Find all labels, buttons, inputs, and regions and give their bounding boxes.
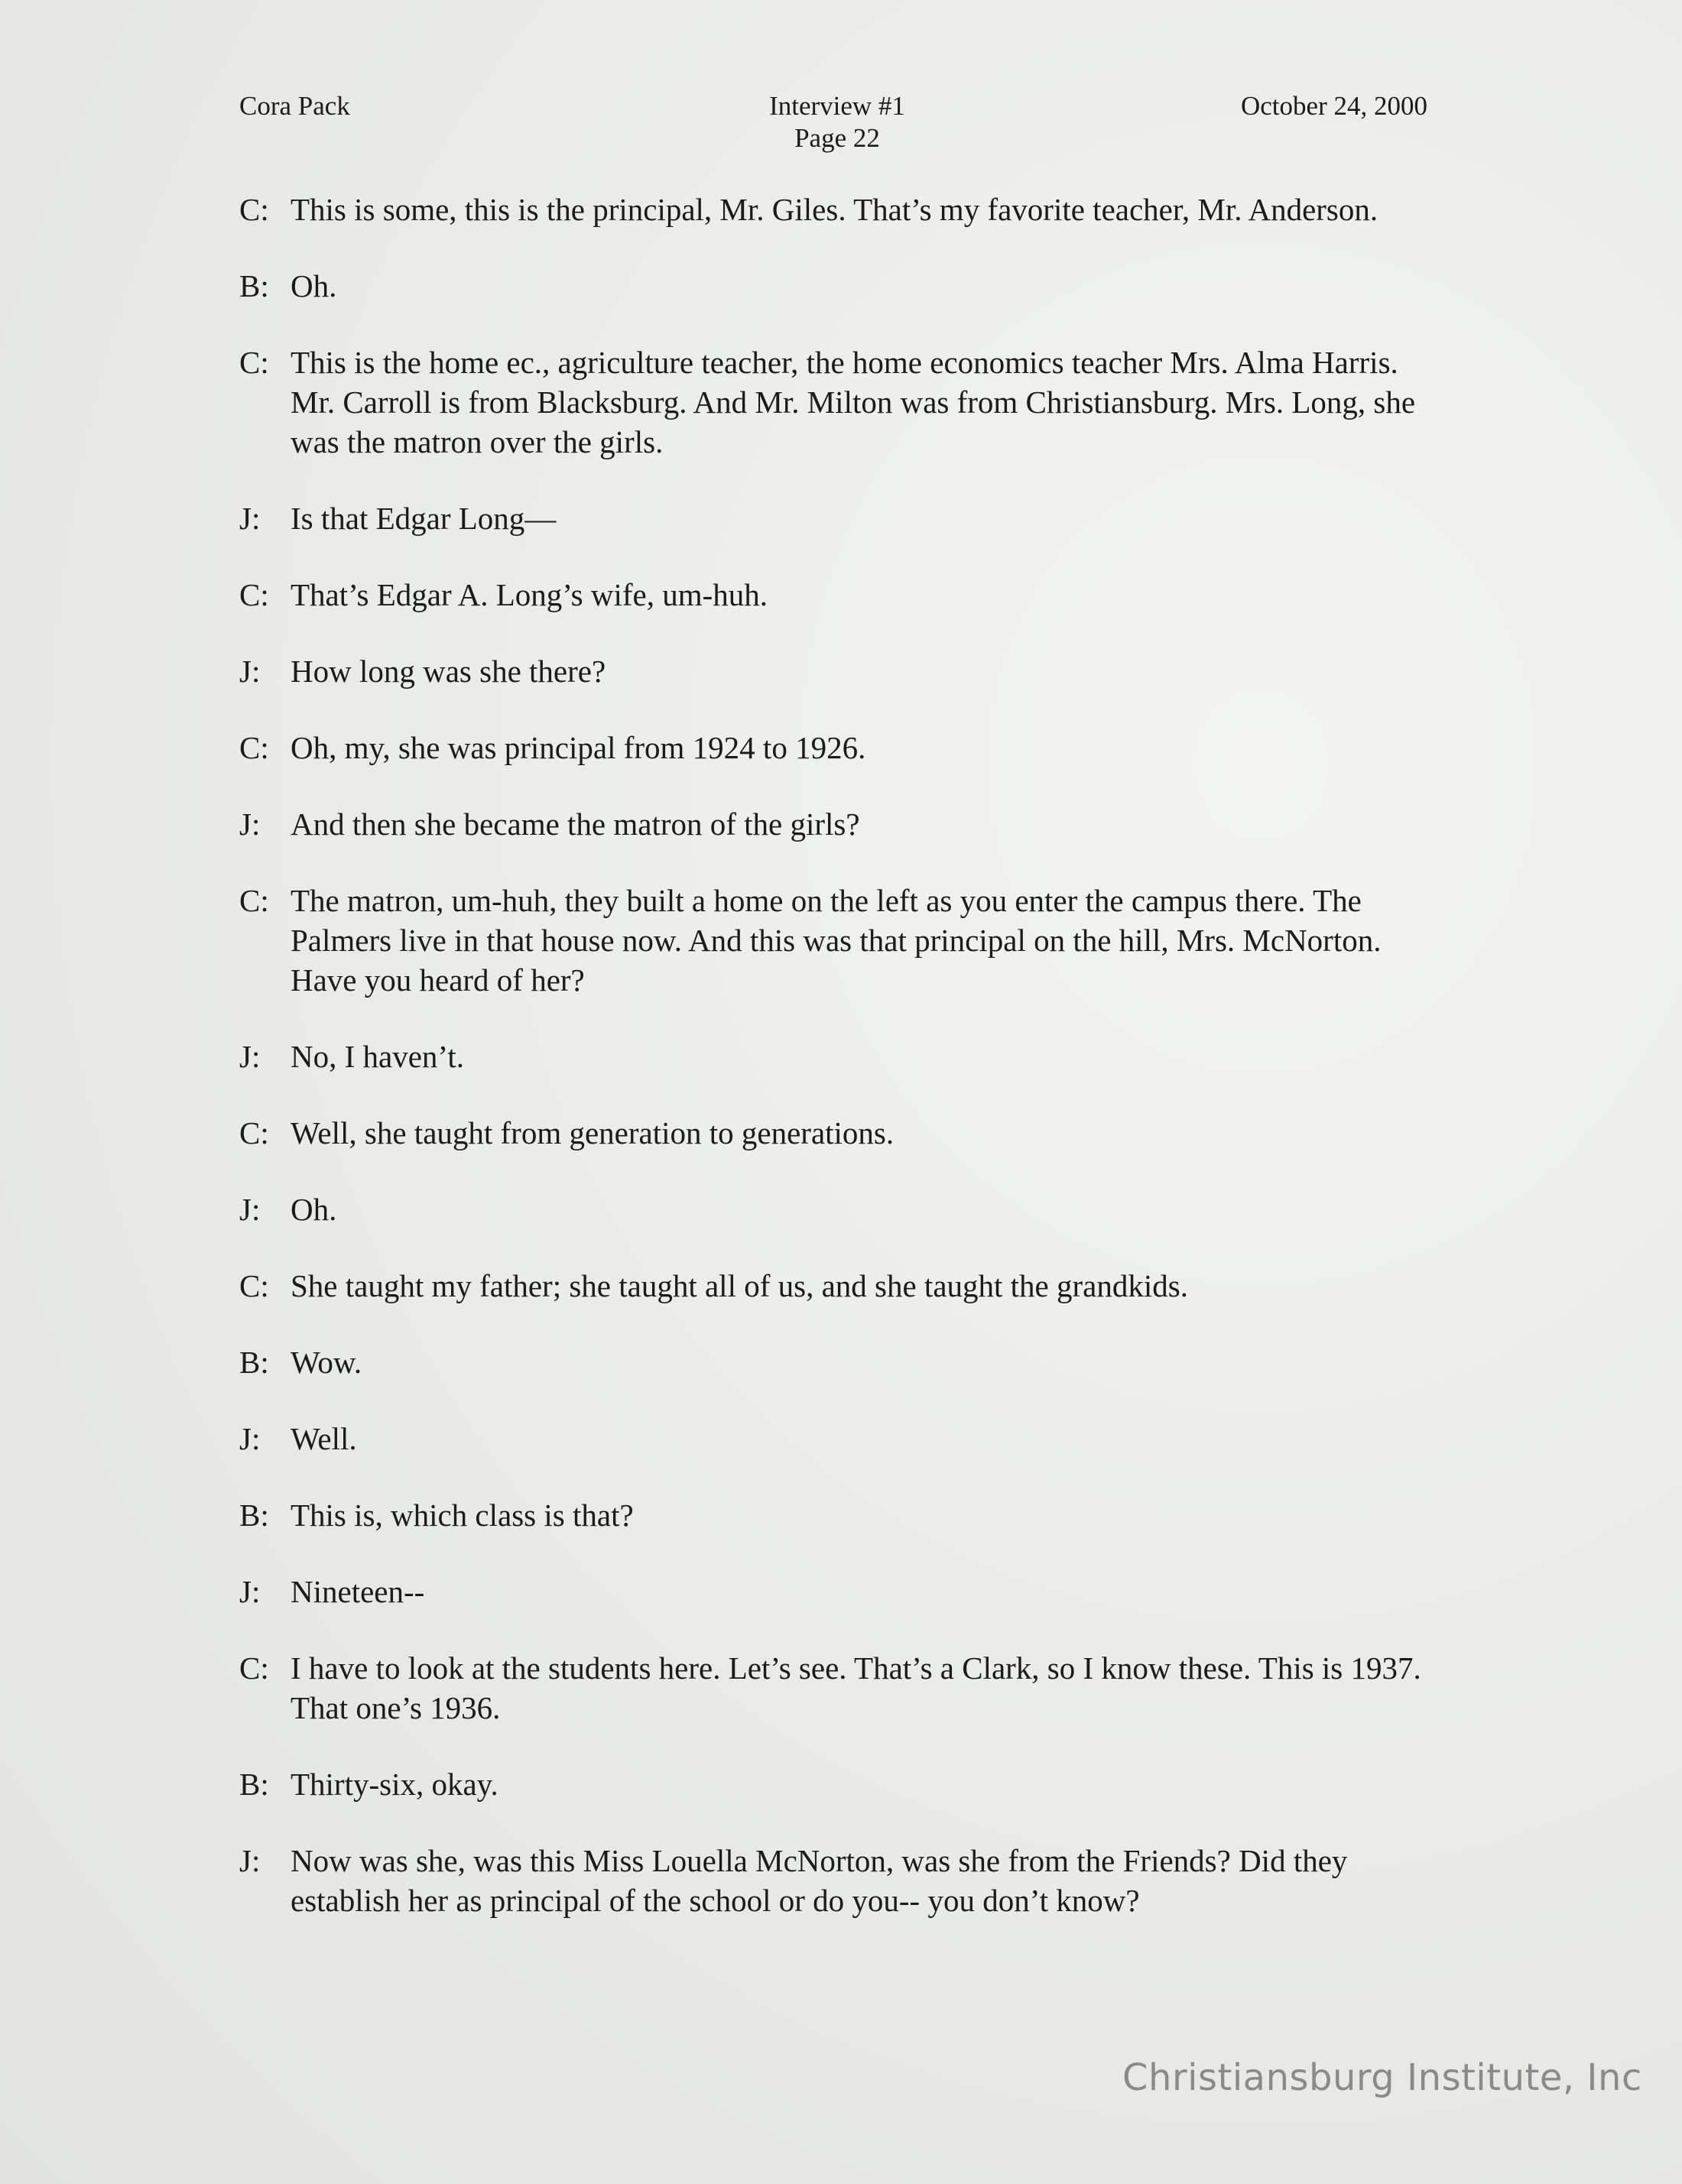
entry-text: Now was she, was this Miss Louella McNorton, was she from the Friends? Did they establish her as principal of the school or do you-- you don’t know? — [291, 1843, 1348, 1918]
header-date: October 24, 2000 — [1241, 91, 1427, 121]
speaker-label: C: — [239, 1650, 269, 1686]
transcript-entry — [239, 1648, 1440, 1728]
transcript-entry — [239, 1841, 1440, 1920]
entry-text: Wow. — [291, 1345, 362, 1380]
speaker-label: J: — [239, 1039, 261, 1074]
header-page-number: Page 22 — [794, 123, 880, 153]
entry-text: This is, which class is that? — [291, 1498, 634, 1533]
header-interviewee: Cora Pack — [239, 91, 350, 121]
entry-text: Is that Edgar Long— — [291, 501, 557, 536]
entry-text: How long was she there? — [291, 654, 606, 689]
entry-text: This is some, this is the principal, Mr. Giles. That’s my favorite teacher, Mr. Anderson. — [291, 192, 1378, 227]
transcript-entry — [239, 1037, 1440, 1076]
transcript-entry — [239, 651, 1440, 691]
transcript-entry — [239, 1572, 1440, 1611]
speaker-label: C: — [239, 1115, 269, 1150]
speaker-label: C: — [239, 1268, 269, 1303]
transcript-entry — [239, 1113, 1440, 1153]
transcript-entry — [239, 804, 1440, 844]
speaker-label: C: — [239, 345, 269, 380]
entry-text: She taught my father; she taught all of us, and she taught the grandkids. — [291, 1268, 1188, 1303]
speaker-label: J: — [239, 806, 261, 842]
entry-text: No, I haven’t. — [291, 1039, 464, 1074]
entry-text: Oh, my, she was principal from 1924 to 1926. — [291, 730, 866, 765]
transcript-entry — [239, 728, 1440, 767]
transcript-body — [239, 190, 1440, 1957]
transcript-entry — [239, 1266, 1440, 1306]
entry-text: Nineteen-- — [291, 1574, 425, 1609]
entry-text: Oh. — [291, 1192, 337, 1227]
speaker-label: J: — [239, 1574, 261, 1609]
speaker-label: J: — [239, 501, 261, 536]
transcript-entry — [239, 1419, 1440, 1459]
transcript-entry — [239, 190, 1440, 229]
transcript-entry — [239, 498, 1440, 538]
speaker-label: B: — [239, 1767, 269, 1802]
entry-text: The matron, um-huh, they built a home on the left as you enter the campus there. The Palmers live in that house now. And this was that principal on the hill, Mrs. McNorton. Have you heard of her? — [291, 883, 1382, 998]
transcript-entry — [239, 1342, 1440, 1382]
transcript-entry — [239, 1189, 1440, 1229]
speaker-label: B: — [239, 1345, 269, 1380]
speaker-label: J: — [239, 1421, 261, 1456]
watermark: Christiansburg Institute, Inc — [1122, 2056, 1642, 2099]
entry-text: Well. — [291, 1421, 357, 1456]
speaker-label: C: — [239, 192, 269, 227]
entry-text: That’s Edgar A. Long’s wife, um-huh. — [291, 577, 768, 612]
entry-text: Oh. — [291, 268, 337, 303]
entry-text: I have to look at the students here. Let’s see. That’s a Clark, so I know these. This is 1937. That one’s 1936. — [291, 1650, 1421, 1725]
transcript-entry — [239, 266, 1440, 306]
transcript-entry — [239, 575, 1440, 615]
entry-text: Well, she taught from generation to generations. — [291, 1115, 895, 1150]
entry-text: This is the home ec., agriculture teacher, the home economics teacher Mrs. Alma Harris. Mr. Carroll is from Blacksburg. And Mr. Milton was from Christiansburg. Mrs. Long, she was the matron over the girls. — [291, 345, 1416, 459]
speaker-label: B: — [239, 1498, 269, 1533]
header-interview-page — [688, 90, 986, 154]
speaker-label: B: — [239, 268, 269, 303]
transcript-entry — [239, 1764, 1440, 1804]
speaker-label: J: — [239, 1192, 261, 1227]
transcript-entry — [239, 881, 1440, 1000]
speaker-label: J: — [239, 654, 261, 689]
speaker-label: C: — [239, 577, 269, 612]
speaker-label: C: — [239, 730, 269, 765]
entry-text: Thirty-six, okay. — [291, 1767, 498, 1802]
entry-text: And then she became the matron of the girls? — [291, 806, 860, 842]
transcript-entry — [239, 1495, 1440, 1535]
transcript-entry — [239, 342, 1440, 462]
speaker-label: J: — [239, 1843, 261, 1878]
header-interview-number: Interview #1 — [769, 91, 905, 121]
speaker-label: C: — [239, 883, 269, 918]
